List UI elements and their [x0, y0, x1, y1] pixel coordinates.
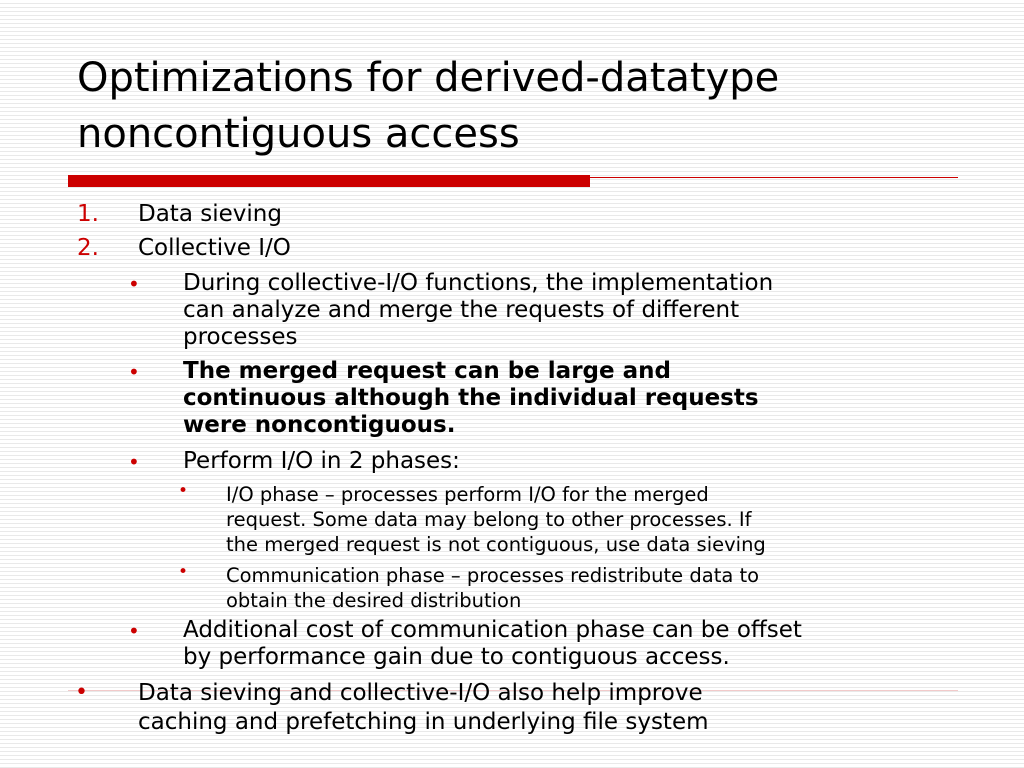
- bullet-line: processes: [183, 324, 298, 350]
- slide-title-line-1: Optimizations for derived-datatype: [77, 55, 780, 101]
- bullet-icon: •: [128, 360, 140, 384]
- bullet-icon: •: [178, 562, 189, 582]
- bullet-line: Additional cost of communication phase can be offset: [183, 617, 802, 643]
- numbered-item-text: Data sieving: [138, 201, 282, 227]
- bullet-line: request. Some data may belong to other processes. If: [226, 508, 752, 531]
- bullet-line: caching and prefetching in underlying file system: [138, 709, 709, 735]
- bullet-line: can analyze and merge the requests of different: [183, 297, 740, 323]
- bullet-icon: •: [75, 680, 88, 705]
- bullet-line: continuous although the individual requests: [183, 385, 759, 411]
- bullet-line: I/O phase – processes perform I/O for the merged: [226, 483, 709, 506]
- numbered-item-text: Collective I/O: [138, 235, 291, 261]
- bullet-line: During collective-I/O functions, the implementation: [183, 270, 774, 296]
- bullet-icon: •: [128, 619, 140, 643]
- bullet-line: Communication phase – processes redistribute data to: [226, 564, 760, 587]
- bullet-line: were noncontiguous.: [183, 412, 456, 438]
- bullet-line: by performance gain due to contiguous access.: [183, 644, 730, 670]
- bullet-line: The merged request can be large and: [183, 358, 671, 384]
- bullet-icon: •: [128, 272, 140, 296]
- list-number: 2.: [77, 235, 99, 261]
- bullet-line: the merged request is not contiguous, use data sieving: [226, 533, 766, 556]
- slide-title-line-2: noncontiguous access: [77, 111, 520, 157]
- bullet-line: obtain the desired distribution: [226, 589, 522, 612]
- bullet-line: Data sieving and collective-I/O also help improve: [138, 680, 703, 706]
- list-number: 1.: [77, 201, 99, 227]
- bullet-icon: •: [178, 481, 189, 501]
- bullet-line: Perform I/O in 2 phases:: [183, 448, 460, 474]
- bullet-icon: •: [128, 450, 140, 474]
